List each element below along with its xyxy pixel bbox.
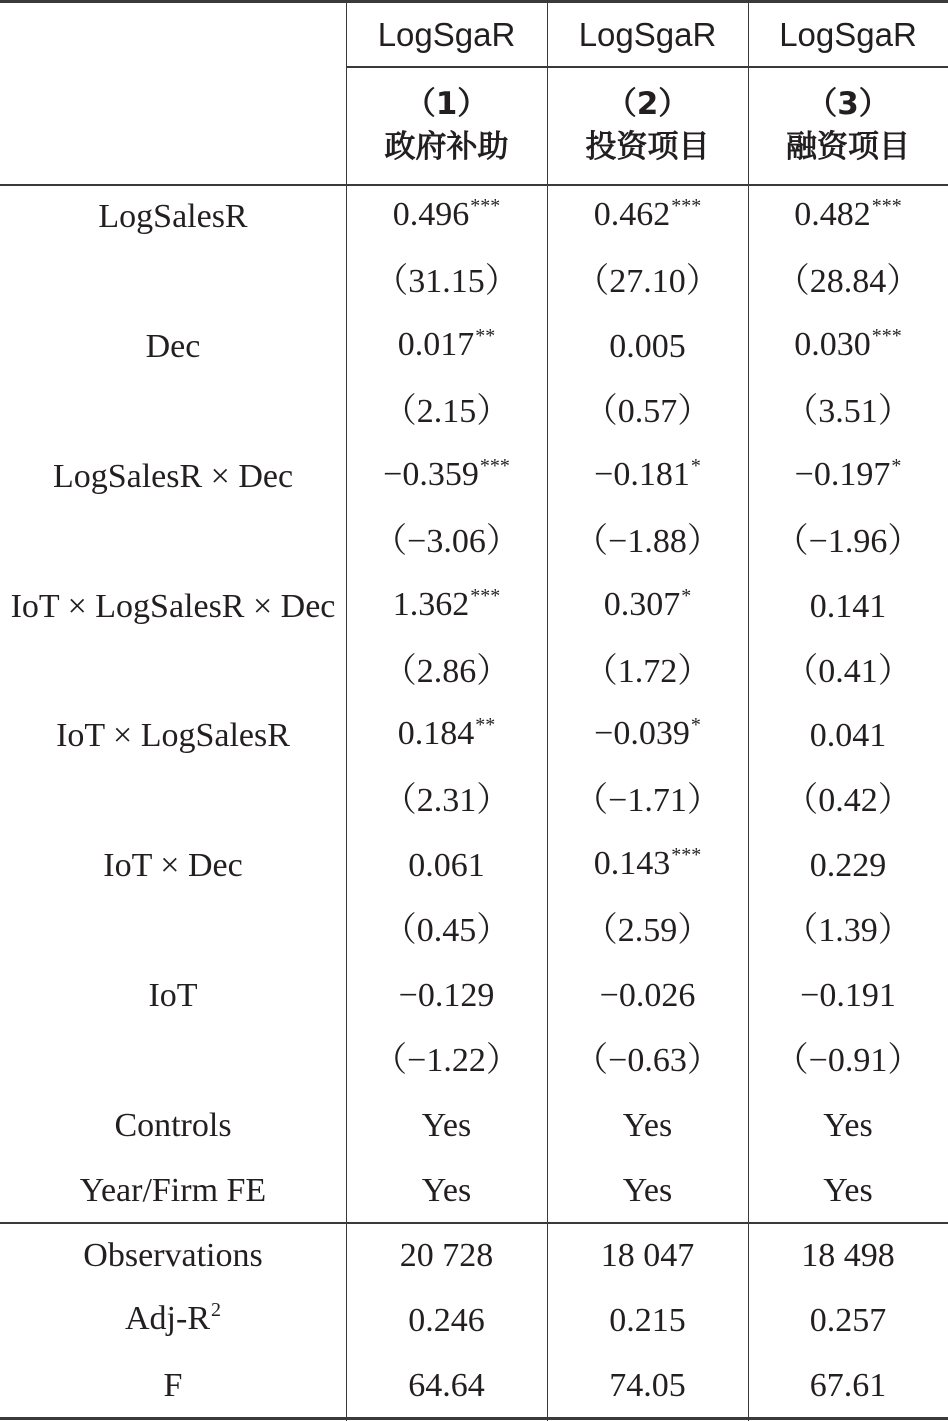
row-label: Year/Firm FE bbox=[79, 1171, 267, 1209]
row-label: IoT × Dec bbox=[103, 847, 243, 885]
coef-value: 1.362 bbox=[392, 585, 470, 623]
stat-cell: 64.64 bbox=[408, 1366, 485, 1404]
coef-cell bbox=[748, 185, 948, 250]
stat-row-observations bbox=[0, 1223, 948, 1288]
coef-value: 0.030 bbox=[794, 326, 871, 364]
row-label: IoT × LogSalesR bbox=[56, 717, 290, 755]
column-divider-3 bbox=[748, 0, 750, 1421]
coef-cell bbox=[748, 834, 948, 899]
rule-top bbox=[0, 0, 948, 3]
row-label: LogSalesR bbox=[98, 198, 248, 236]
header-model-col2 bbox=[547, 67, 748, 185]
regression-table bbox=[0, 3, 948, 1418]
row-label: LogSalesR × Dec bbox=[52, 457, 294, 495]
indicator-cell: Yes bbox=[823, 1106, 873, 1144]
t-stat-cell: （0.45） bbox=[382, 912, 511, 950]
row-label: F bbox=[163, 1366, 183, 1404]
t-stat-row-iot-x-logsalesr-x-dec bbox=[0, 639, 948, 704]
header-model-col1 bbox=[346, 67, 547, 185]
t-stat-cell: （−0.91） bbox=[774, 1041, 922, 1079]
coef-value: 0.061 bbox=[408, 847, 485, 885]
t-stat-cell: （1.39） bbox=[784, 912, 912, 950]
coef-value: 0.482 bbox=[794, 196, 871, 234]
row-label-empty bbox=[0, 1028, 346, 1093]
coef-value: −0.191 bbox=[800, 976, 896, 1014]
row-label: Controls bbox=[114, 1106, 232, 1144]
coef-value: 0.141 bbox=[809, 587, 887, 625]
coef-row-iot bbox=[0, 964, 948, 1029]
coef-row-iot-x-dec bbox=[0, 834, 948, 899]
coef-cell bbox=[346, 834, 547, 899]
stat-cell: 74.05 bbox=[609, 1366, 686, 1404]
coef-value: −0.181 bbox=[594, 455, 690, 493]
significance-stars: ** bbox=[475, 325, 496, 348]
row-label-superscript: 2 bbox=[211, 1298, 221, 1321]
indicator-row-controls bbox=[0, 1093, 948, 1158]
row-label-empty bbox=[0, 769, 346, 834]
stat-cell: 0.246 bbox=[408, 1301, 485, 1339]
t-stat-row-iot-x-logsalesr bbox=[0, 769, 948, 834]
t-stat-cell: （0.42） bbox=[784, 782, 912, 820]
row-label: Observations bbox=[83, 1236, 263, 1274]
coef-cell bbox=[547, 964, 748, 1029]
significance-stars: *** bbox=[671, 844, 702, 867]
significance-stars: ** bbox=[475, 714, 496, 737]
coef-row-dec bbox=[0, 315, 948, 380]
row-label-text: Adj-R bbox=[125, 1299, 210, 1337]
indicator-cell: Yes bbox=[622, 1106, 673, 1144]
coef-value: −0.359 bbox=[383, 455, 479, 493]
model-number: （2） bbox=[605, 86, 690, 122]
t-stat-cell: （31.15） bbox=[374, 263, 519, 301]
indicator-cell: Yes bbox=[421, 1171, 472, 1209]
coef-cell bbox=[748, 704, 948, 769]
indicator-cell: Yes bbox=[421, 1106, 472, 1144]
t-stat-cell: （−1.71） bbox=[574, 782, 721, 820]
t-stat-cell: （2.15） bbox=[382, 393, 511, 431]
stat-cell: 18 047 bbox=[600, 1236, 695, 1274]
t-stat-cell: （−1.88） bbox=[574, 522, 721, 560]
coef-value: 0.143 bbox=[593, 845, 671, 883]
coef-value: 0.307 bbox=[603, 585, 681, 623]
coef-cell bbox=[748, 964, 948, 1029]
significance-stars: *** bbox=[871, 325, 902, 348]
coef-value: 0.496 bbox=[392, 196, 470, 234]
t-stat-cell: （−0.63） bbox=[574, 1041, 721, 1079]
stat-cell: 20 728 bbox=[399, 1236, 494, 1274]
row-label-empty bbox=[0, 639, 346, 704]
significance-stars: * bbox=[690, 454, 701, 477]
significance-stars: *** bbox=[470, 584, 501, 607]
coef-cell bbox=[748, 315, 948, 380]
t-stat-cell: （27.10） bbox=[575, 263, 720, 301]
coef-cell bbox=[346, 574, 547, 639]
stub-header bbox=[0, 3, 346, 185]
indicator-row-fixed-effects bbox=[0, 1158, 948, 1223]
coef-value: 0.017 bbox=[397, 326, 475, 364]
stat-cell: 67.61 bbox=[809, 1366, 887, 1404]
t-stat-cell: （−1.96） bbox=[774, 522, 922, 560]
model-number: （1） bbox=[404, 86, 489, 122]
coef-value: 0.462 bbox=[593, 196, 671, 234]
row-label: IoT bbox=[148, 976, 198, 1014]
coef-value: 0.041 bbox=[809, 717, 887, 755]
t-stat-cell: （0.57） bbox=[583, 393, 712, 431]
header-dependent-row bbox=[0, 3, 948, 67]
column-divider-2 bbox=[547, 0, 549, 1421]
coef-cell bbox=[346, 445, 547, 510]
rule-bottom bbox=[0, 1417, 948, 1420]
coef-value: 0.184 bbox=[397, 715, 475, 753]
coef-cell bbox=[748, 574, 948, 639]
rule-header-bottom bbox=[0, 184, 948, 186]
row-label: IoT × LogSalesR × Dec bbox=[10, 587, 336, 625]
coef-cell bbox=[748, 445, 948, 510]
coef-cell bbox=[547, 315, 748, 380]
significance-stars: *** bbox=[871, 195, 902, 218]
t-stat-row-logsalesr-x-dec bbox=[0, 509, 948, 574]
t-stat-row-logsalesr bbox=[0, 250, 948, 315]
header-dependent-col1: LogSgaR bbox=[377, 16, 516, 53]
coef-cell bbox=[346, 315, 547, 380]
row-label: Dec bbox=[145, 328, 201, 366]
coef-cell bbox=[547, 574, 748, 639]
indicator-cell: Yes bbox=[622, 1171, 673, 1209]
stat-row-adj-r2 bbox=[0, 1288, 948, 1353]
t-stat-cell: （1.72） bbox=[583, 652, 712, 690]
coef-row-logsalesr bbox=[0, 185, 948, 250]
t-stat-cell: （−3.06） bbox=[373, 522, 520, 560]
stat-row-f bbox=[0, 1353, 948, 1418]
t-stat-cell: （3.51） bbox=[784, 393, 912, 431]
t-stat-cell: （2.86） bbox=[382, 652, 511, 690]
rule-header-middle bbox=[346, 66, 948, 68]
row-label-empty bbox=[0, 899, 346, 964]
t-stat-cell: （0.41） bbox=[784, 652, 912, 690]
header-dependent-col3: LogSgaR bbox=[779, 16, 917, 53]
significance-stars: * bbox=[891, 454, 902, 477]
coef-cell bbox=[547, 445, 748, 510]
significance-stars: * bbox=[681, 584, 692, 607]
model-number: （3） bbox=[806, 86, 890, 122]
t-stat-row-dec bbox=[0, 380, 948, 445]
t-stat-cell: （2.59） bbox=[583, 912, 712, 950]
rule-stats-top bbox=[0, 1222, 948, 1224]
significance-stars: *** bbox=[470, 195, 501, 218]
row-label bbox=[0, 1288, 346, 1353]
significance-stars: *** bbox=[479, 454, 510, 477]
coef-value: 0.229 bbox=[809, 847, 887, 885]
coef-cell bbox=[547, 185, 748, 250]
stat-cell: 18 498 bbox=[801, 1236, 895, 1274]
header-dependent-col2: LogSgaR bbox=[578, 16, 717, 53]
coef-cell bbox=[547, 704, 748, 769]
row-label-empty bbox=[0, 250, 346, 315]
coef-cell bbox=[346, 964, 547, 1029]
coef-value: −0.197 bbox=[794, 455, 891, 493]
coef-value: −0.129 bbox=[398, 976, 495, 1014]
t-stat-row-iot-x-dec bbox=[0, 899, 948, 964]
model-name: 融资项目 bbox=[786, 129, 910, 165]
coef-row-iot-x-logsalesr bbox=[0, 704, 948, 769]
model-name: 投资项目 bbox=[585, 129, 710, 165]
stat-cell: 0.257 bbox=[809, 1301, 887, 1339]
t-stat-cell: （−1.22） bbox=[373, 1041, 520, 1079]
column-divider-1 bbox=[346, 0, 348, 1421]
t-stat-cell: （28.84） bbox=[775, 263, 921, 301]
coef-cell bbox=[547, 834, 748, 899]
model-name: 政府补助 bbox=[384, 129, 509, 165]
header-model-col3 bbox=[748, 67, 948, 185]
row-label-empty bbox=[0, 509, 346, 574]
t-stat-cell: （2.31） bbox=[382, 782, 511, 820]
significance-stars: * bbox=[690, 714, 701, 737]
coef-value: 0.005 bbox=[609, 328, 686, 366]
indicator-cell: Yes bbox=[823, 1171, 873, 1209]
coef-row-iot-x-logsalesr-x-dec bbox=[0, 574, 948, 639]
significance-stars: *** bbox=[671, 195, 702, 218]
row-label-empty bbox=[0, 380, 346, 445]
coef-cell bbox=[346, 185, 547, 250]
coef-value: −0.026 bbox=[599, 976, 696, 1014]
coef-row-logsalesr-x-dec bbox=[0, 445, 948, 510]
coef-cell bbox=[346, 704, 547, 769]
stat-cell: 0.215 bbox=[609, 1301, 686, 1339]
coef-value: −0.039 bbox=[594, 715, 690, 753]
t-stat-row-iot bbox=[0, 1028, 948, 1093]
